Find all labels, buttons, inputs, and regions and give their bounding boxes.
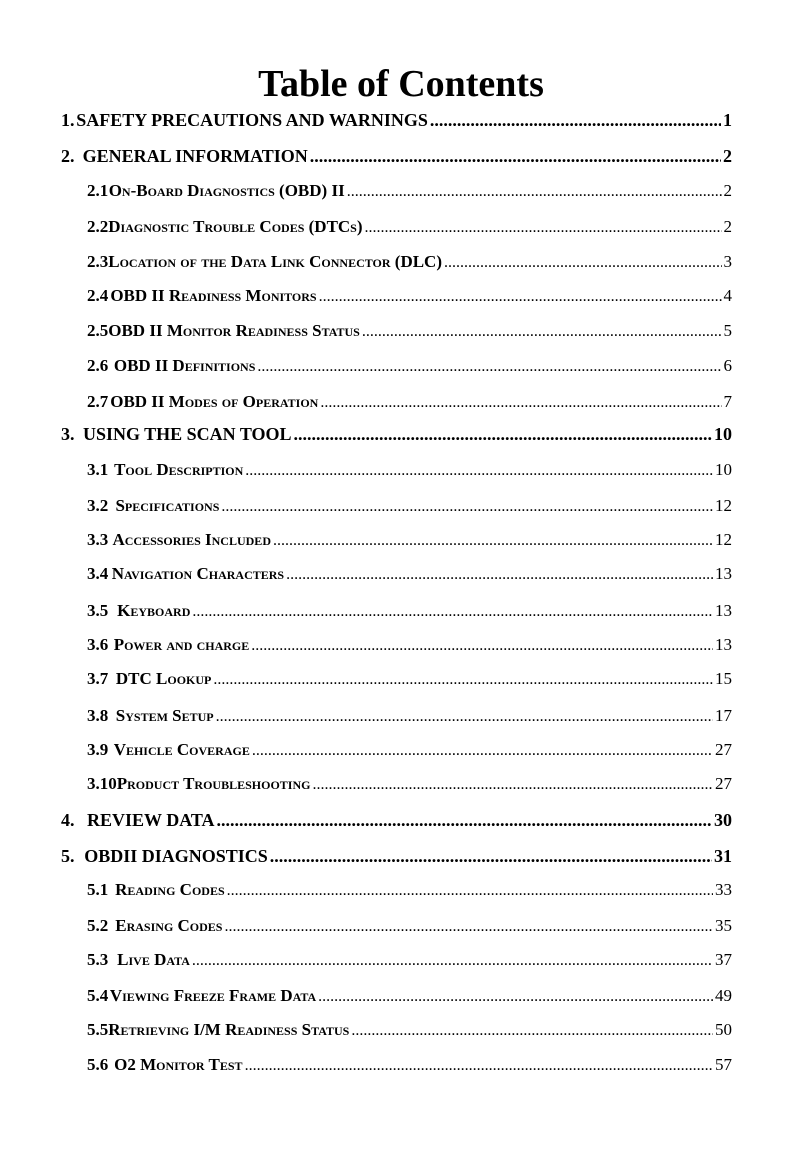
toc-dot-leader [365,219,722,237]
toc-entry[interactable] [61,146,732,167]
toc-dot-leader [225,918,714,936]
toc-dot-leader [347,183,722,201]
toc-entry-number: 2.3 [87,252,109,271]
toc-entry-label: Viewing Freeze Frame Data [109,986,317,1005]
page-title: Table of Contents [258,63,544,105]
toc-entry-page: 31 [714,846,732,866]
toc-entry-label: GENERAL INFORMATION [82,146,308,166]
toc-entry-page: 13 [715,635,732,654]
toc-entry-label: Reading Codes [115,880,225,899]
toc-entry-label: SAFETY PRECAUTIONS AND WARNINGS [76,110,428,130]
toc-dot-leader [221,498,713,516]
toc-entry-page: 2 [723,146,732,166]
toc-dot-leader [245,1057,713,1075]
toc-dot-leader [294,424,712,445]
toc-entry-page: 37 [715,950,732,969]
toc-entry-label: Diagnostic Trouble Codes (DTCs) [108,217,363,236]
toc-entry-page: 3 [723,252,732,271]
toc-entry[interactable] [87,950,732,970]
toc-entry-number: 3.3 [87,530,109,549]
toc-entry-label: Erasing Codes [115,916,223,935]
toc-entry[interactable] [87,321,732,341]
toc-entry-label: REVIEW DATA [87,810,215,830]
toc-dot-leader [286,566,713,584]
toc-entry-number: 3. [61,424,75,444]
toc-entry-number: 2.6 [87,356,109,375]
toc-entry-page: 6 [723,356,732,375]
toc-entry-page: 17 [715,706,732,725]
toc-entry-page: 35 [715,916,732,935]
toc-entry-number: 3.6 [87,635,109,654]
toc-entry-number: 3.4 [87,564,109,583]
toc-entry-number: 5.4 [87,986,109,1005]
toc-entry-label: OBD II Readiness Monitors [110,286,317,305]
toc-entry-label: Accessories Included [112,530,271,549]
toc-entry-label: Location of the Data Link Connector (DLC) [108,252,442,271]
toc-entry-page: 2 [723,217,732,236]
toc-entry[interactable] [61,424,732,445]
toc-entry-number: 2.5 [87,321,109,340]
toc-entry-label: Navigation Characters [111,564,285,583]
toc-dot-leader [227,882,713,900]
toc-entry-label: Product Troubleshooting [116,774,311,793]
toc-entry-number: 3.1 [87,460,109,479]
toc-entry-page: 13 [715,601,732,620]
toc-entry-number: 1. [61,110,75,130]
toc-entry[interactable] [87,392,732,412]
toc-entry-number: 5.6 [87,1055,109,1074]
toc-entry-label: DTC Lookup [115,669,212,688]
toc-entry[interactable] [61,846,732,867]
toc-entry-label: Vehicle Coverage [113,740,250,759]
toc-entry[interactable] [87,217,732,237]
toc-entry[interactable] [61,810,732,831]
toc-dot-leader [312,776,713,794]
toc-dot-leader [251,637,713,655]
toc-entry-number: 2.1 [87,181,109,200]
toc-entry[interactable] [87,1055,732,1075]
toc-entry-number: 5. [61,846,75,866]
toc-dot-leader [273,532,713,550]
toc-entry[interactable] [87,706,732,726]
toc-entry-number: 2.7 [87,392,109,411]
toc-entry[interactable] [87,986,732,1006]
toc-entry-label: Power and charge [113,635,250,654]
toc-entry-page: 4 [723,286,732,305]
toc-entry-page: 12 [715,496,732,515]
toc-entry[interactable] [87,774,732,794]
toc-entry[interactable] [87,740,732,760]
toc-dot-leader [310,146,721,167]
toc-entry-label: OBDII DIAGNOSTICS [84,846,268,866]
toc-dot-leader [192,603,713,621]
toc-dot-leader [217,810,712,831]
toc-entry[interactable] [87,286,732,306]
toc-entry-label: Tool Description [114,460,244,479]
toc-entry-page: 50 [715,1020,732,1039]
toc-dot-leader [362,323,722,341]
toc-entry-page: 5 [723,321,732,340]
toc-entry-number: 3.10 [87,774,117,793]
toc-entry-page: 2 [723,181,732,200]
toc-dot-leader [320,394,721,412]
toc-dot-leader [252,742,713,760]
toc-dot-leader [318,988,713,1006]
toc-entry[interactable] [87,564,732,584]
toc-entry[interactable] [87,669,732,689]
toc-entry[interactable] [87,1020,732,1040]
toc-entry-number: 2.2 [87,217,109,236]
toc-dot-leader [270,846,712,867]
toc-entry[interactable] [87,530,732,550]
toc-entry-number: 2.4 [87,286,109,305]
toc-dot-leader [216,708,713,726]
toc-entry[interactable] [87,635,732,655]
toc-entry-number: 2. [61,146,75,166]
toc-entry-label: On-Board Diagnostics (OBD) II [108,181,345,200]
toc-entry[interactable] [87,460,732,480]
toc-entry-label: Specifications [115,496,220,515]
toc-dot-leader [351,1022,713,1040]
toc-entry-page: 10 [715,460,732,479]
toc-entry-label: OBD II Monitor Readiness Status [108,321,360,340]
toc-entry-label: OBD II Modes of Operation [110,392,319,411]
toc-entry-page: 15 [715,669,732,688]
toc-entry-page: 13 [715,564,732,583]
toc-entry[interactable] [87,880,732,900]
toc-entry-page: 10 [714,424,732,444]
toc-entry-number: 3.8 [87,706,109,725]
toc-entry[interactable] [87,252,732,272]
toc-entry-page: 57 [715,1055,732,1074]
toc-entry-label: Retrieving I/M Readiness Status [108,1020,350,1039]
toc-entry-number: 5.3 [87,950,109,969]
toc-entry[interactable] [87,601,732,621]
toc-entry-label: O2 Monitor Test [114,1055,243,1074]
toc-entry-label: OBD II Definitions [113,356,256,375]
toc-entry-number: 4. [61,810,75,830]
toc-entry-page: 27 [715,740,732,759]
toc-dot-leader [444,254,722,272]
toc-entry[interactable] [87,916,732,936]
toc-entry[interactable] [87,496,732,516]
toc-entry-number: 5.5 [87,1020,109,1039]
toc-dot-leader [213,671,713,689]
toc-entry-number: 3.5 [87,601,109,620]
toc-entry-page: 33 [715,880,732,899]
toc-entry-page: 27 [715,774,732,793]
toc-entry-number: 3.7 [87,669,109,688]
toc-dot-leader [319,288,722,306]
toc-entry-label: Live Data [117,950,190,969]
toc-entry-label: USING THE SCAN TOOL [82,424,292,444]
toc-dot-leader [245,462,713,480]
toc-entry-page: 49 [715,986,732,1005]
toc-entry-number: 3.9 [87,740,109,759]
toc-entry-label: System Setup [115,706,214,725]
toc-entry[interactable] [87,356,732,376]
toc-entry-page: 12 [715,530,732,549]
toc-dot-leader [257,358,721,376]
toc-entry-label: Keyboard [117,601,191,620]
toc-entry-number: 5.1 [87,880,109,899]
toc-entry-page: 7 [723,392,732,411]
toc-dot-leader [192,952,713,970]
toc-entry[interactable] [61,110,732,131]
toc-entry-number: 5.2 [87,916,109,935]
toc-entry-page: 1 [723,110,732,130]
toc-entry[interactable] [87,181,732,201]
toc-dot-leader [430,110,721,131]
toc-entry-page: 30 [714,810,732,830]
toc-entry-number: 3.2 [87,496,109,515]
